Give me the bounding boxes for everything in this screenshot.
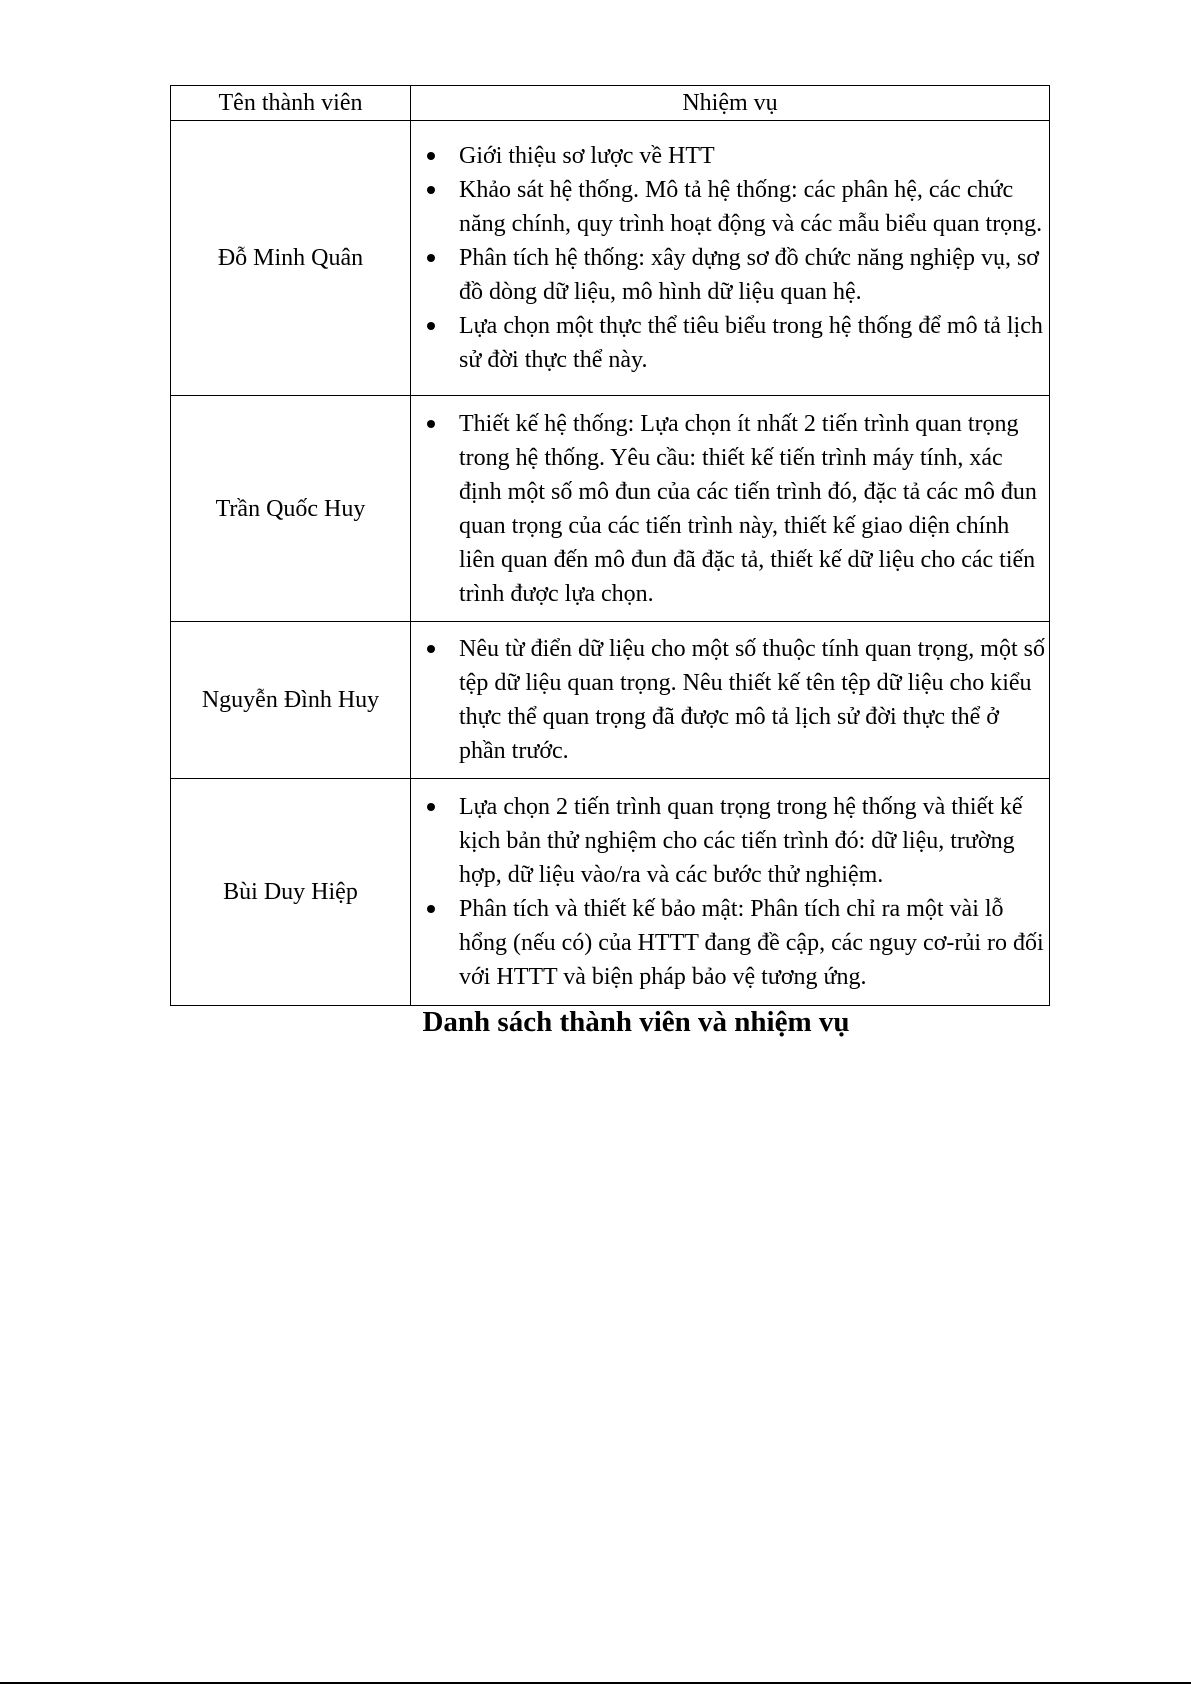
task-list [411,407,1049,611]
task-list [411,632,1049,768]
member-tasks [411,779,1050,1006]
member-name: Đỗ Minh Quân [171,121,411,396]
task-list [411,139,1049,377]
page-bottom-border [0,1682,1191,1684]
task-item: Phân tích hệ thống: xây dựng sơ đồ chức năng nghiệp vụ, sơ đồ dòng dữ liệu, mô hình dữ liệu quan hệ. [411,241,1049,309]
task-item: Giới thiệu sơ lược về HTT [411,139,1049,173]
task-item: Phân tích và thiết kế bảo mật: Phân tích chỉ ra một vài lỗ hổng (nếu có) của HTTT đang đề cập, các nguy cơ-rủi ro đối với HTTT và biện pháp bảo vệ tương ứng. [411,892,1049,994]
table-header-row [171,86,1050,121]
member-name: Nguyễn Đình Huy [171,622,411,779]
member-name: Bùi Duy Hiệp [171,779,411,1006]
header-task: Nhiệm vụ [411,86,1050,121]
task-item: Khảo sát hệ thống. Mô tả hệ thống: các phân hệ, các chức năng chính, quy trình hoạt động và các mẫu biểu quan trọng. [411,173,1049,241]
table-row [171,121,1050,396]
header-member-name: Tên thành viên [171,86,411,121]
member-task-table [170,85,1050,1006]
table-caption: Danh sách thành viên và nhiệm vụ [422,1006,850,1038]
table-row [171,396,1050,622]
table-row [171,622,1050,779]
member-tasks [411,121,1050,396]
member-tasks [411,396,1050,622]
member-tasks [411,622,1050,779]
task-item: Lựa chọn 2 tiến trình quan trọng trong hệ thống và thiết kế kịch bản thử nghiệm cho các tiến trình đó: dữ liệu, trường hợp, dữ liệu vào/ra và các bước thử nghiệm. [411,790,1049,892]
task-item: Nêu từ điển dữ liệu cho một số thuộc tính quan trọng, một số tệp dữ liệu quan trọng. Nêu thiết kế tên tệp dữ liệu cho kiểu thực thể quan trọng đã được mô tả lịch sử đời thực thể ở phần trước. [411,632,1049,768]
member-name: Trần Quốc Huy [171,396,411,622]
task-item: Thiết kế hệ thống: Lựa chọn ít nhất 2 tiến trình quan trọng trong hệ thống. Yêu cầu: thiết kế tiến trình máy tính, xác định một số mô đun của các tiến trình đó, đặc tả các mô đun quan trọng của các tiến trình này, thiết kế giao diện chính liên quan đến mô đun đã đặc tả, thiết kế dữ liệu cho các tiến trình được lựa chọn. [411,407,1049,611]
task-list [411,790,1049,994]
table-row [171,779,1050,1006]
task-item: Lựa chọn một thực thể tiêu biểu trong hệ thống để mô tả lịch sử đời thực thể này. [411,309,1049,377]
